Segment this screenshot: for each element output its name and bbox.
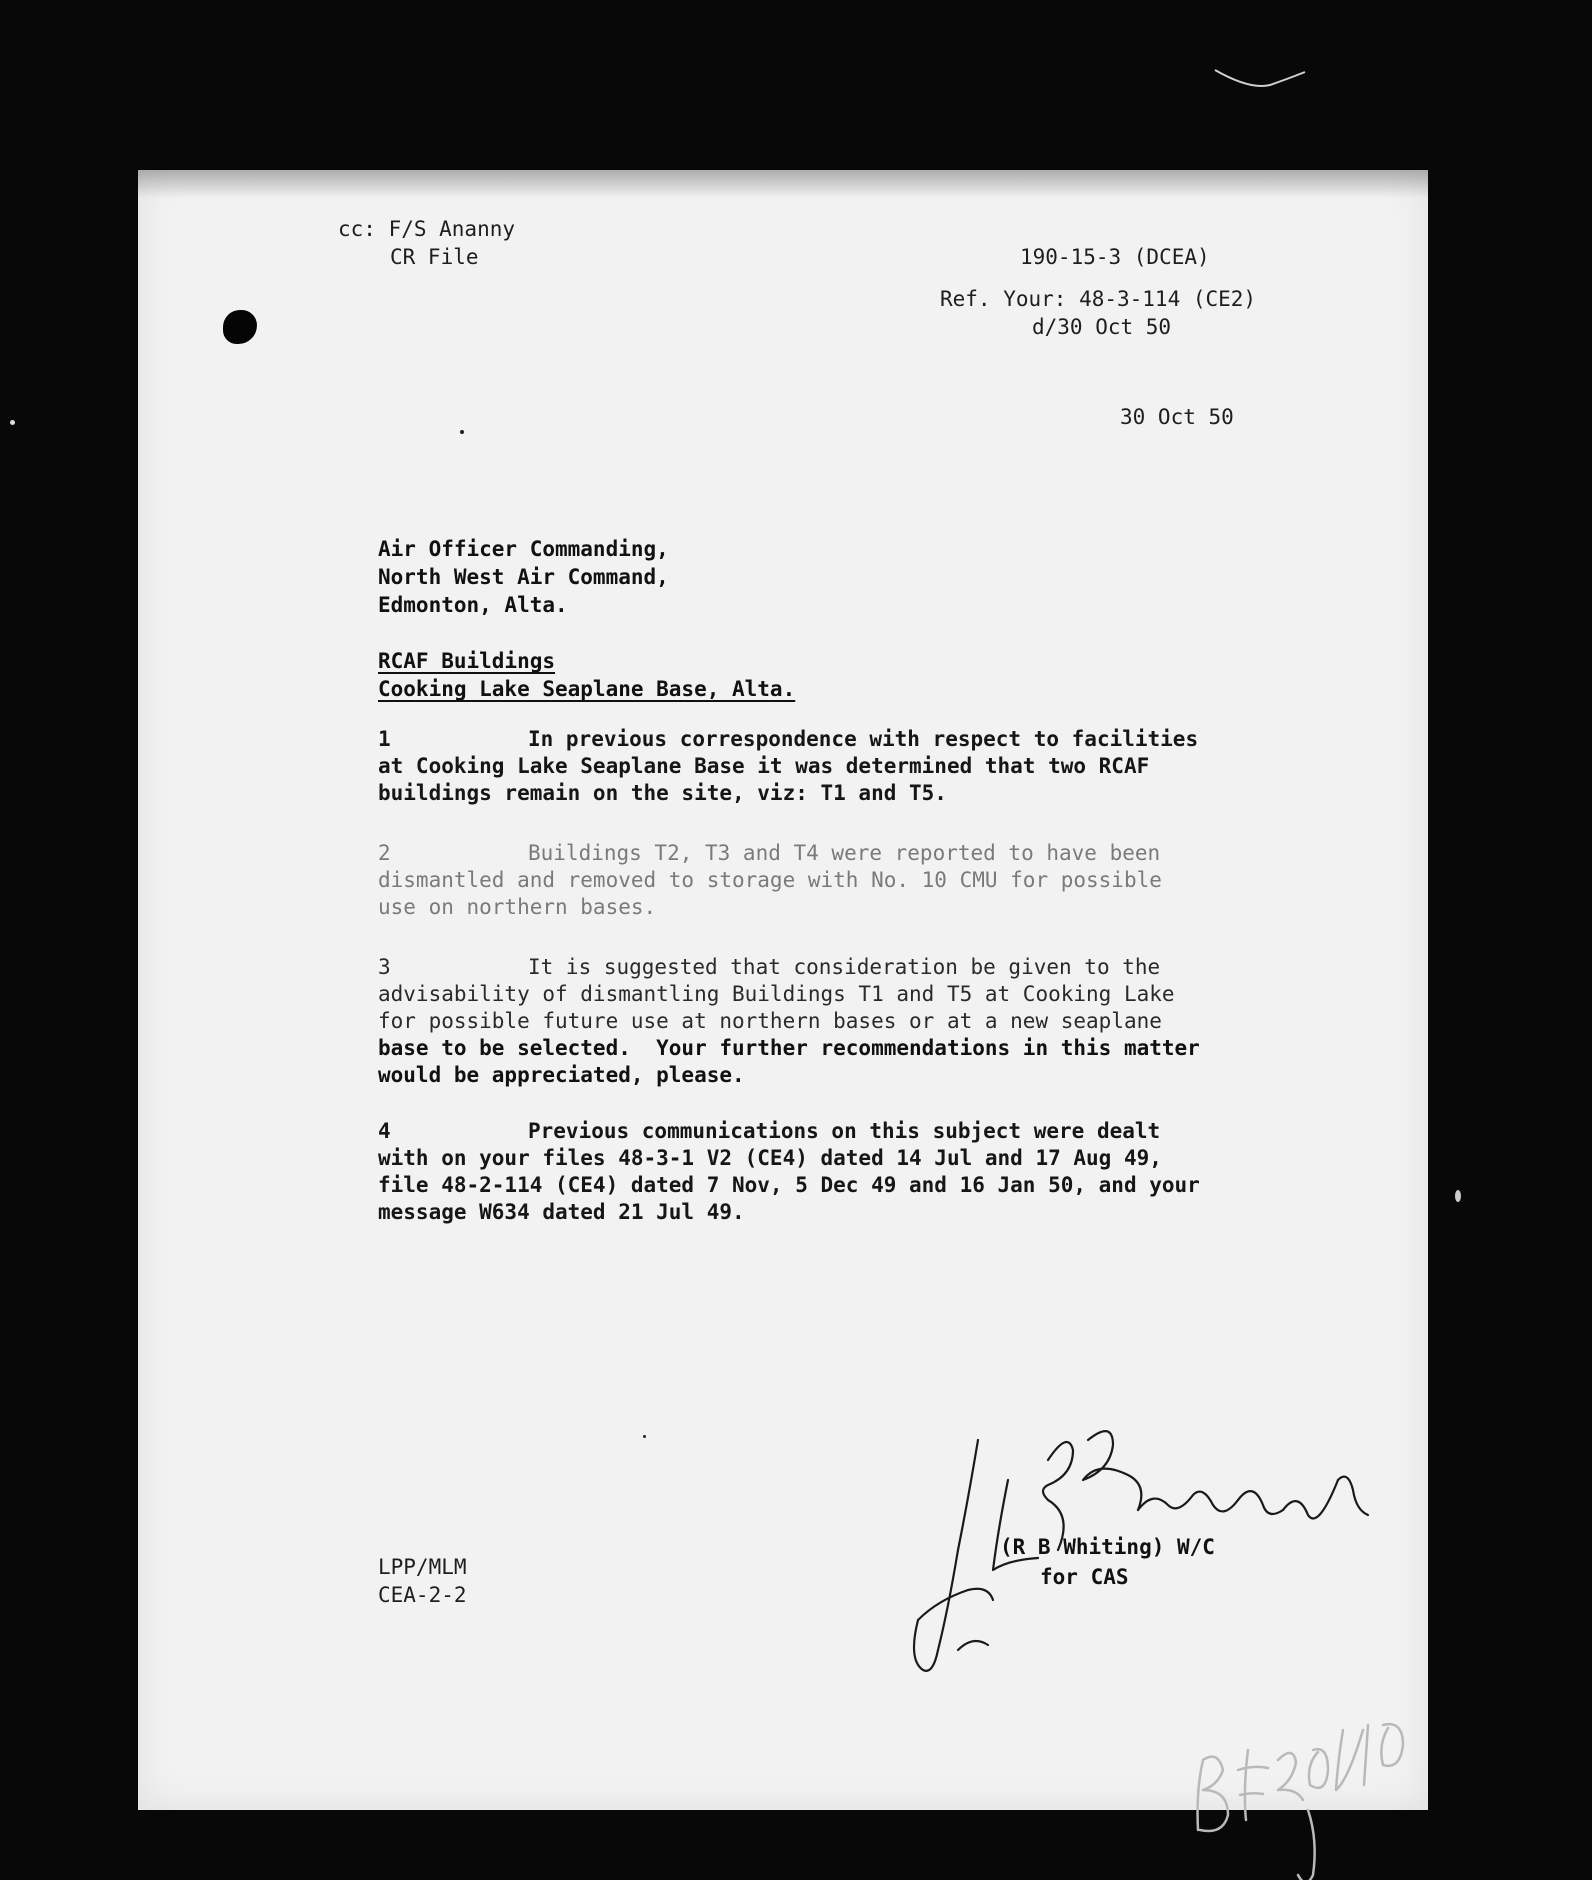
paragraph-number: 2 [378,841,391,865]
paragraph-line: for possible future use at northern bases or at a new seaplane [378,1009,1162,1033]
paragraph-line [378,840,1162,867]
paragraph-line [378,726,1198,753]
paragraph-line: file 48-2-114 (CE4) dated 7 Nov, 5 Dec 49 and 16 Jan 50, and your [378,1173,1200,1197]
cc-line-1: cc: F/S Ananny [338,217,516,241]
paper-speck [643,1435,646,1438]
paragraph-line: would be appreciated, please. [378,1063,745,1087]
paragraph-line: at Cooking Lake Seaplane Base it was determined that two RCAF [378,754,1150,778]
reference-your: Ref. Your: 48-3-114 (CE2) [940,287,1257,311]
paragraph-line: dismantled and removed to storage with No. 10 CMU for possible [378,868,1162,892]
subject-line-1: RCAF Buildings [378,649,556,673]
handwritten-signature [898,1420,1438,1720]
paragraph-number: 1 [378,727,391,751]
signature-name: (R B Whiting) W/C [1000,1535,1215,1559]
paragraph-text: Buildings T2, T3 and T4 were reported to have been [528,841,1161,865]
paragraph-line: with on your files 48-3-1 V2 (CE4) dated 14 Jul and 17 Aug 49, [378,1146,1162,1170]
signature-for: for CAS [1040,1565,1129,1589]
cc-line-2: CR File [390,245,479,269]
typist-initials: LPP/MLM [378,1555,467,1579]
subject-line-2: Cooking Lake Seaplane Base, Alta. [378,677,796,701]
addressee-line-1: Air Officer Commanding, [378,537,669,561]
paragraph-4 [378,1118,1200,1226]
paragraph-line [378,1118,1200,1145]
paragraph-line: advisability of dismantling Buildings T1 and T5 at Cooking Lake [378,982,1175,1006]
paragraph-line: buildings remain on the site, viz: T1 and T5. [378,781,947,805]
scan-speck [10,420,15,425]
paragraph-line: base to be selected. Your further recommendations in this matter [378,1036,1200,1060]
ink-blot [223,310,257,344]
paragraph-text: Previous communications on this subject were dealt [528,1119,1161,1143]
reference-date: d/30 Oct 50 [1032,315,1172,339]
paragraph-text: It is suggested that consideration be given to the [528,955,1161,979]
file-code: CEA-2-2 [378,1583,467,1607]
addressee-line-2: North West Air Command, [378,565,669,589]
addressee-line-3: Edmonton, Alta. [378,593,568,617]
letter-paper [138,170,1428,1810]
paragraph-line [378,954,1200,981]
paragraph-line: use on northern bases. [378,895,657,919]
paragraph-number: 4 [378,1119,391,1143]
scan-speck [1455,1190,1461,1202]
letter-date: 30 Oct 50 [1120,405,1234,429]
paragraph-line: message W634 dated 21 Jul 49. [378,1200,745,1224]
file-number: 190-15-3 (DCEA) [1020,245,1210,269]
paper-top-shadow [138,170,1428,198]
paragraph-1 [378,726,1198,807]
paragraph-text: In previous correspondence with respect to facilities [528,727,1199,751]
paper-speck [460,430,464,434]
paragraph-2 [378,840,1162,921]
pencil-annotation [1178,1690,1438,1880]
edge-scratch-mark [1210,60,1310,100]
paragraph-number: 3 [378,955,391,979]
paragraph-3 [378,954,1200,1089]
